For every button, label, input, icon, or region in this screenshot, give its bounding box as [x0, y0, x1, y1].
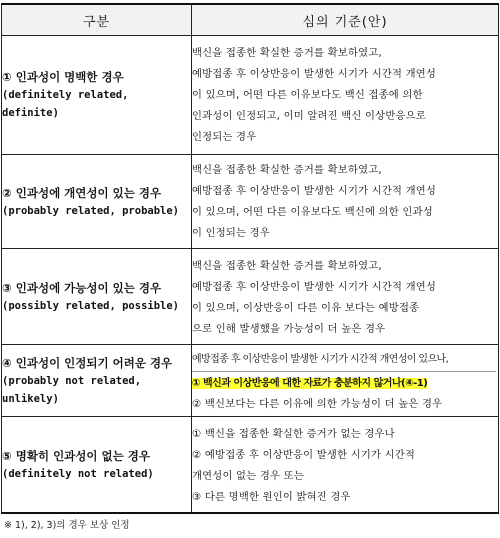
category-korean: ⑤ 명확히 인과성이 없는 경우 [2, 448, 150, 463]
table-row [2, 155, 499, 249]
category-cell [2, 417, 192, 514]
criteria-line: 백신을 접종한 확실한 증거를 확보하였고, [192, 46, 382, 59]
category-english: (definitely not related) [2, 467, 154, 480]
criteria-line: 인정되는 경우 [192, 130, 257, 143]
criteria-intro-line: 예방접종 후 이상반응이 발생한 시기가 시간적 개연성이 있으나, [192, 354, 449, 365]
category-cell [2, 36, 192, 155]
criteria-line: 예방접종 후 이상반응이 발생한 시기가 시간적 개연성 [192, 184, 437, 197]
category-cell [2, 249, 192, 345]
criteria-cell [192, 155, 499, 249]
category-english: (probably not related, unlikely) [2, 374, 142, 405]
criteria-line: 예방접종 후 이상반응이 발생한 시기가 시간적 개연성 [192, 280, 437, 293]
header-category: 구분 [2, 4, 192, 36]
criteria-cell [192, 417, 499, 514]
divider [192, 371, 496, 372]
highlighted-criteria-line: ① 백신과 이상반응에 대한 자료가 충분하지 않거나(④-1) [192, 378, 428, 389]
criteria-line: 이 인정되는 경우 [192, 226, 270, 239]
category-korean: ① 인과성이 명백한 경우 [2, 70, 124, 84]
category-korean: ④ 인과성이 인정되기 어려운 경우 [2, 355, 173, 370]
category-cell [2, 345, 192, 417]
criteria-table-wrapper [1, 3, 498, 514]
criteria-line: 으로 인해 발생했을 가능성이 더 높은 경우 [192, 322, 386, 335]
criteria-line: 이 있으며, 어떤 다른 이유보다도 백신에 의한 인과성 [192, 205, 433, 218]
criteria-line: 개연성이 없는 경우 또는 [192, 469, 304, 482]
category-cell [2, 155, 192, 249]
table-row [2, 345, 499, 417]
criteria-cell [192, 36, 499, 155]
criteria-table [1, 3, 499, 514]
criteria-line: ① 백신을 접종한 확실한 증거가 없는 경우나 [192, 427, 395, 440]
header-criteria: 심의 기준(안) [192, 4, 499, 36]
table-header-row [2, 4, 499, 36]
criteria-line: ② 예방접종 후 이상반응이 발생한 시기가 시간적 [192, 448, 416, 461]
criteria-cell [192, 249, 499, 345]
criteria-line: ② 백신보다는 다른 이유에 의한 가능성이 더 높은 경우 [192, 398, 443, 410]
category-korean: ③ 인과성에 가능성이 있는 경우 [2, 280, 162, 295]
table-row [2, 36, 499, 155]
category-english: (definitely related, definite) [2, 89, 129, 119]
table-row [2, 249, 499, 345]
criteria-line: 이 있으며, 이상반응이 다른 이유 보다는 예방접종 [192, 301, 420, 314]
criteria-line: 이 있으며, 어떤 다른 이유보다도 백신 접종에 의한 [192, 88, 423, 101]
criteria-line: 인과성이 인정되고, 이미 알려진 백신 이상반응으로 [192, 109, 426, 122]
category-korean: ② 인과성에 개연성이 있는 경우 [2, 185, 162, 200]
table-row [2, 417, 499, 514]
criteria-line: 백신을 접종한 확실한 증거를 확보하였고, [192, 259, 382, 272]
footnote: ※ 1), 2), 3)의 경우 보상 인정 [4, 520, 130, 531]
category-english: (probably related, probable) [2, 204, 180, 217]
criteria-line: ③ 다른 명백한 원인이 밝혀진 경우 [192, 490, 351, 503]
criteria-cell [192, 345, 499, 417]
category-english: (possibly related, possible) [2, 299, 180, 312]
criteria-line: 백신을 접종한 확실한 증거를 확보하였고, [192, 163, 382, 176]
criteria-line: 예방접종 후 이상반응이 발생한 시기가 시간적 개연성 [192, 67, 437, 80]
